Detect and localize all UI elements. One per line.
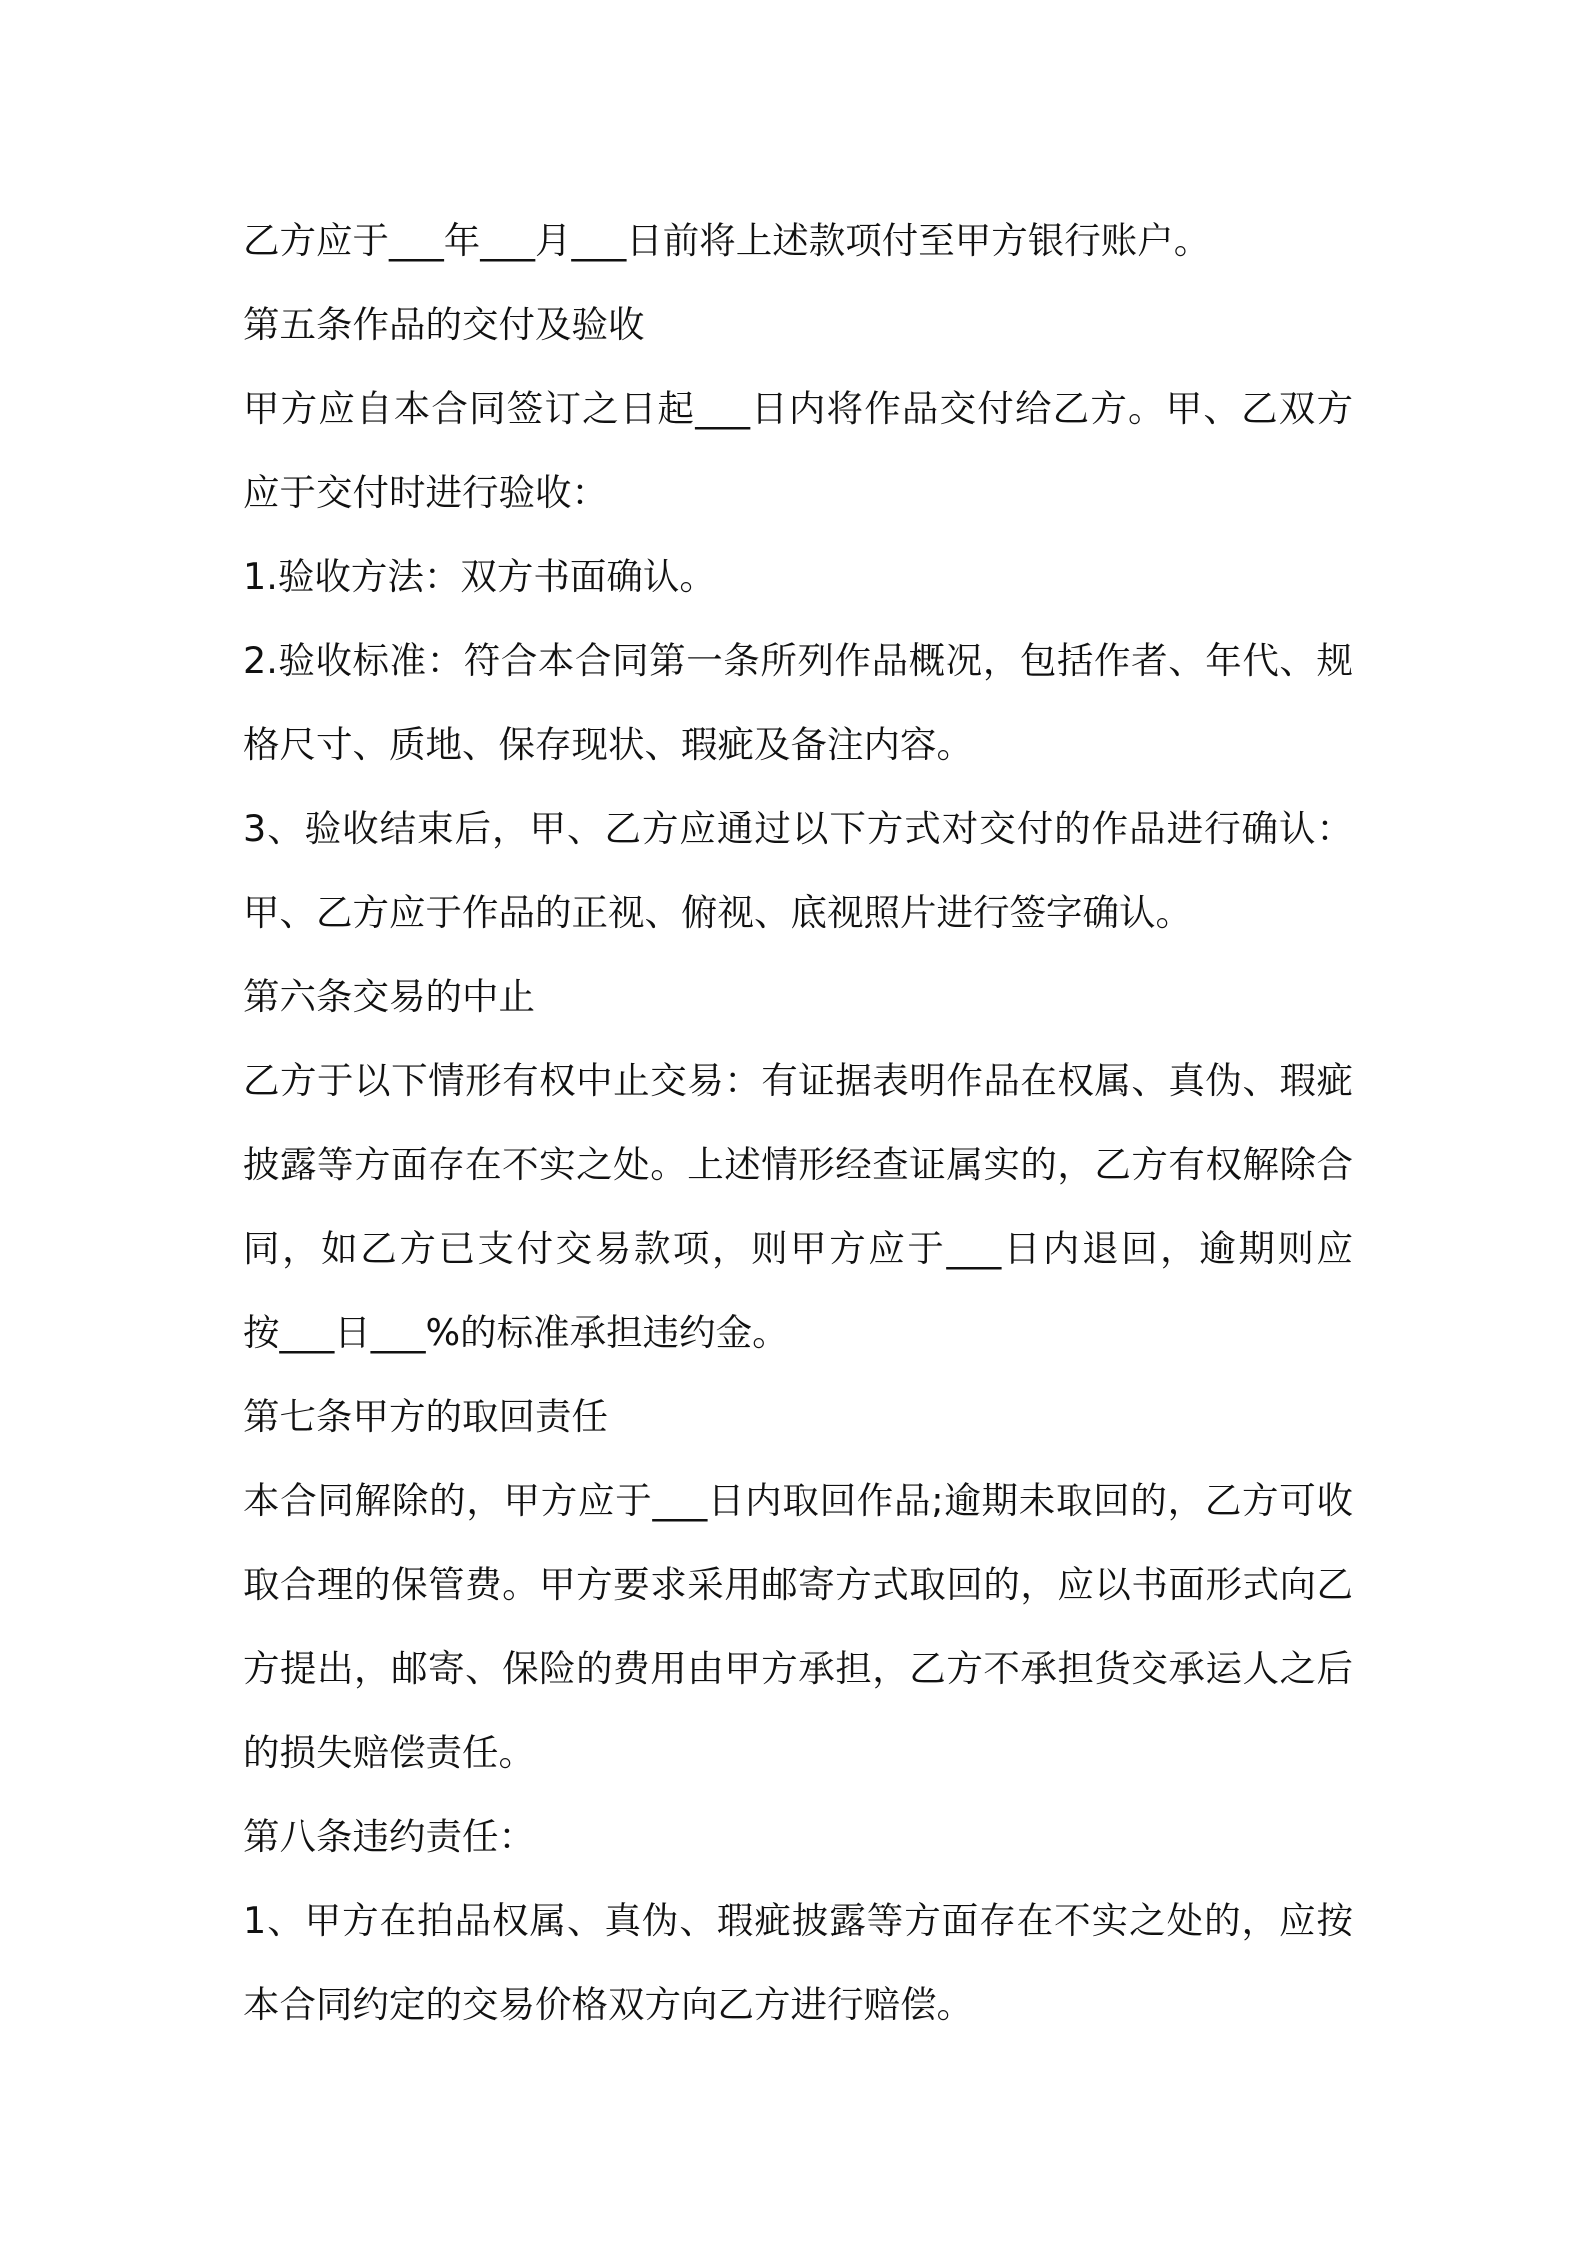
text-line: 3、验收结束后，甲、乙方应通过以下方式对交付的作品进行确认：	[243, 807, 1353, 850]
text-line: 按___日___%的标准承担违约金。	[243, 1311, 789, 1354]
text-line: 第七条甲方的取回责任	[243, 1395, 608, 1438]
text-line: 本合同约定的交易价格双方向乙方进行赔偿。	[243, 1983, 973, 2026]
text-line: 2.验收标准：符合本合同第一条所列作品概况，包括作者、年代、规	[243, 639, 1353, 682]
text-line: 格尺寸、质地、保存现状、瑕疵及备注内容。	[243, 723, 973, 766]
text-line: 甲方应自本合同签订之日起___日内将作品交付给乙方。甲、乙双方	[243, 387, 1353, 430]
text-line: 本合同解除的，甲方应于___日内取回作品;逾期未取回的，乙方可收	[243, 1479, 1353, 1522]
text-line: 的损失赔偿责任。	[243, 1731, 535, 1774]
text-line: 披露等方面存在不实之处。上述情形经查证属实的，乙方有权解除合	[243, 1143, 1353, 1186]
text-line: 应于交付时进行验收：	[243, 471, 608, 514]
text-line: 第六条交易的中止	[243, 975, 535, 1018]
text-line: 方提出，邮寄、保险的费用由甲方承担，乙方不承担货交承运人之后	[243, 1647, 1353, 1690]
text-line: 1.验收方法：双方书面确认。	[243, 555, 716, 598]
text-line: 乙方于以下情形有权中止交易：有证据表明作品在权属、真伪、瑕疵	[243, 1059, 1353, 1102]
text-line: 同，如乙方已支付交易款项，则甲方应于___日内退回，逾期则应	[243, 1227, 1353, 1270]
text-line: 乙方应于___年___月___日前将上述款项付至甲方银行账户。	[243, 219, 1211, 262]
text-line: 第五条作品的交付及验收	[243, 303, 645, 346]
text-line: 取合理的保管费。甲方要求采用邮寄方式取回的，应以书面形式向乙	[243, 1563, 1353, 1606]
text-line: 1、甲方在拍品权属、真伪、瑕疵披露等方面存在不实之处的，应按	[243, 1899, 1353, 1942]
text-line: 第八条违约责任：	[243, 1815, 535, 1858]
text-line: 甲、乙方应于作品的正视、俯视、底视照片进行签字确认。	[243, 891, 1192, 934]
document-body	[243, 199, 1353, 2047]
